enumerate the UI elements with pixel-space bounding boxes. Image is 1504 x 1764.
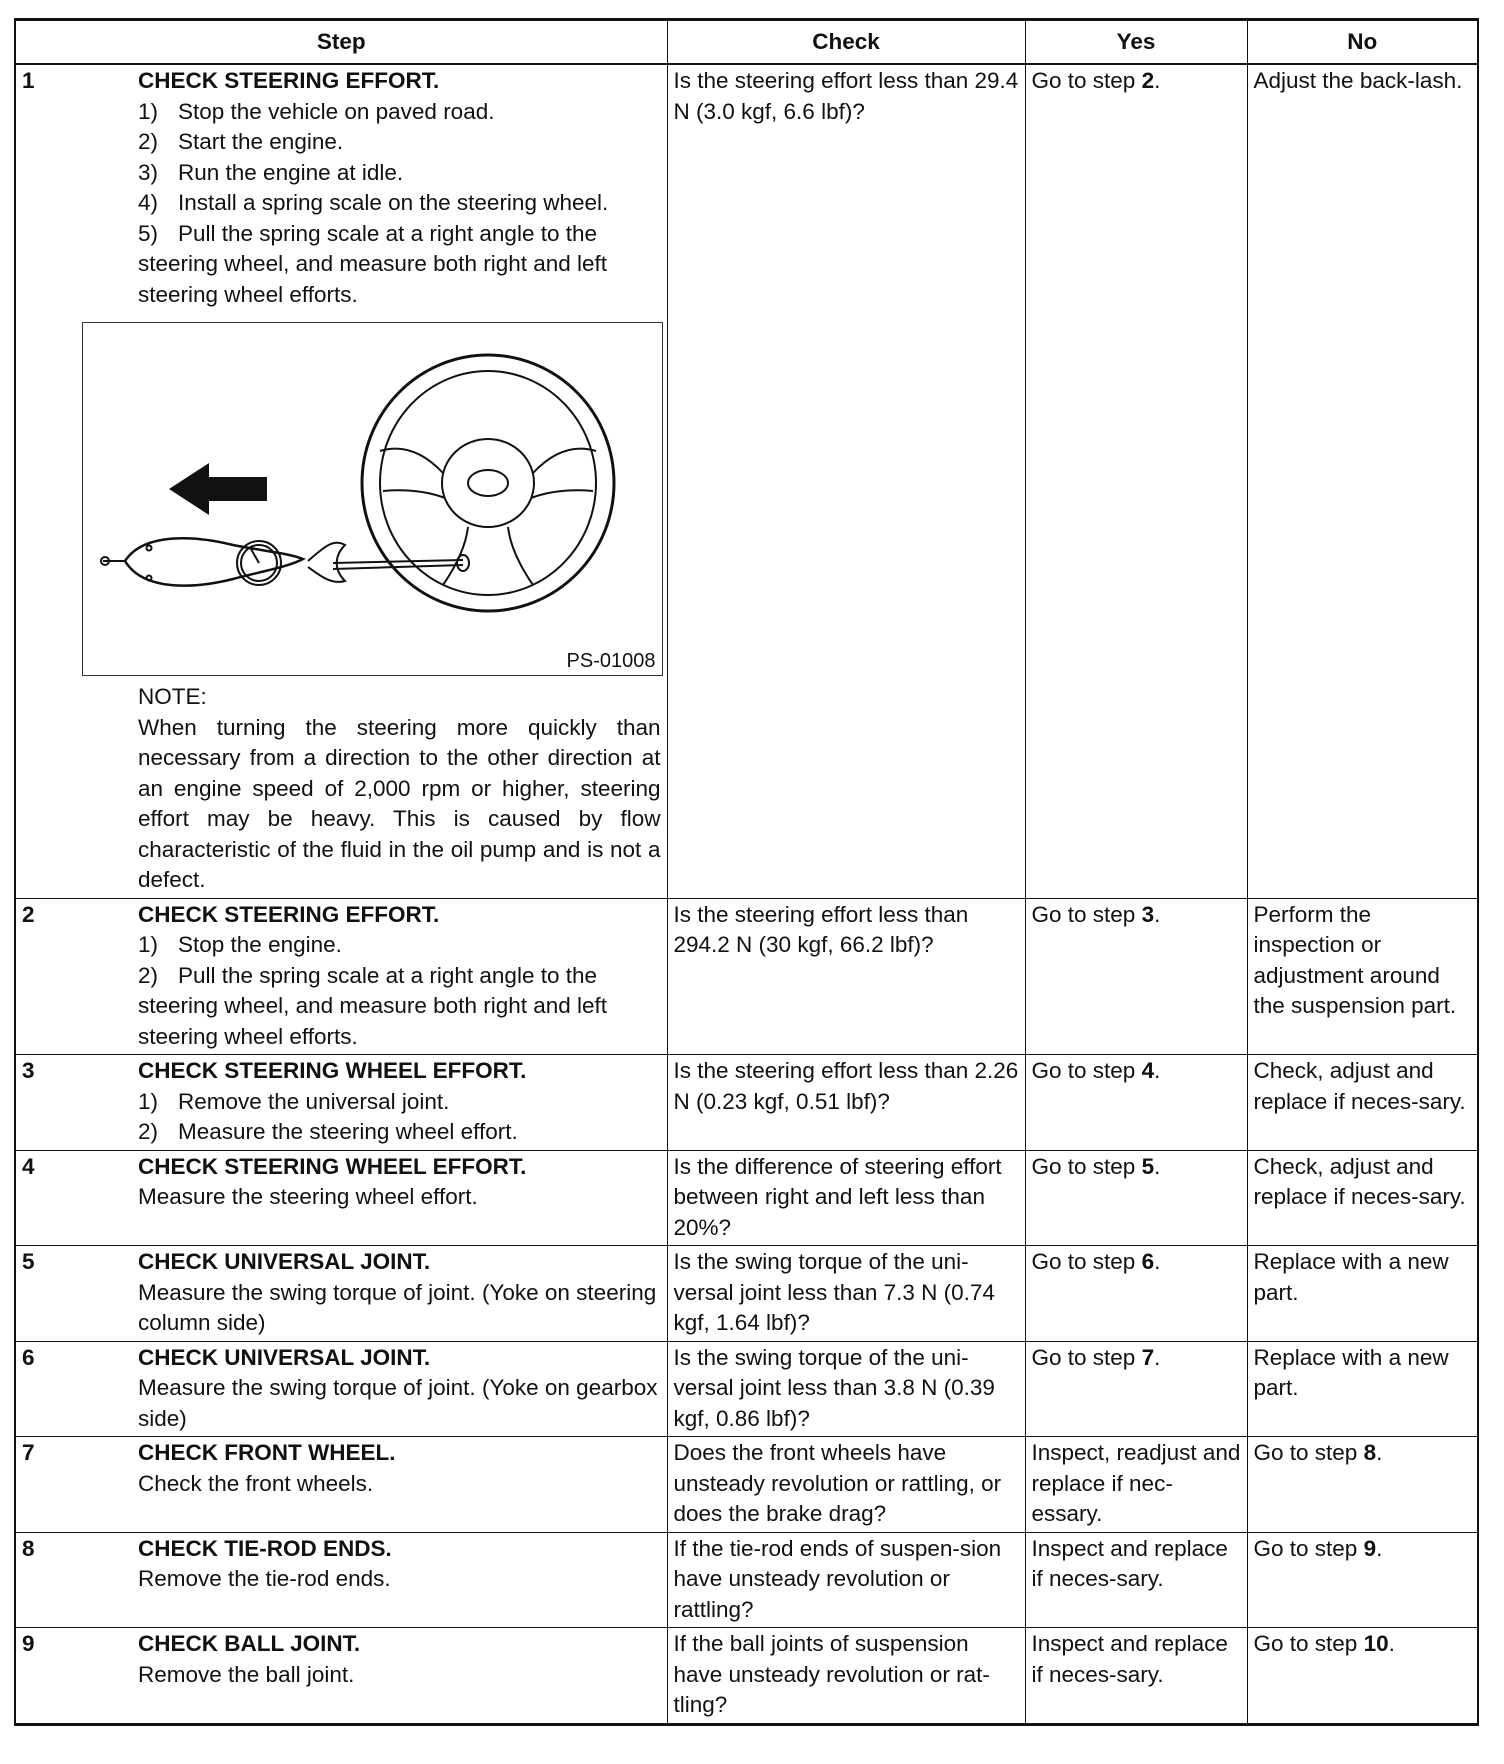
no-cell: Check, adjust and replace if neces-sary. (1247, 1150, 1478, 1246)
instruction-item: 2) Start the engine. (138, 129, 344, 154)
step-cell (15, 1246, 667, 1342)
check-cell: If the tie-rod ends of suspen-sion have unsteady revolution or rattling? (667, 1532, 1025, 1628)
instruction-item: 5) Pull the spring scale at a right angle to the steering wheel, and measure both right and left steering wheel efforts. (138, 220, 608, 307)
step-title: CHECK UNIVERSAL JOINT. (138, 1344, 431, 1370)
step-title: CHECK STEERING EFFORT. (138, 901, 440, 927)
no-cell: Adjust the back-lash. (1247, 64, 1478, 898)
step-number: 3 (22, 1058, 35, 1083)
step-cell (15, 1341, 667, 1437)
step-title: CHECK UNIVERSAL JOINT. (138, 1249, 431, 1274)
steering-wheel-figure (82, 322, 663, 676)
header-check: Check (667, 20, 1025, 65)
note-label: NOTE: (138, 684, 207, 709)
yes-cell: Go to step 2. (1025, 64, 1247, 898)
step-title: CHECK STEERING EFFORT. (138, 68, 440, 93)
step-number: 7 (22, 1440, 35, 1465)
check-cell: If the ball joints of suspension have unsteady revolution or rat-tling? (667, 1628, 1025, 1725)
table-row (15, 1246, 1478, 1342)
check-cell: Is the swing torque of the uni-versal joint less than 7.3 N (0.74 kgf, 1.64 lbf)? (667, 1246, 1025, 1342)
no-cell: Replace with a new part. (1247, 1341, 1478, 1437)
step-number: 2 (22, 901, 35, 927)
table-row (15, 1437, 1478, 1533)
yes-cell: Go to step 6. (1025, 1246, 1247, 1342)
step-cell (15, 1055, 667, 1151)
yes-cell: Inspect and replace if neces-sary. (1025, 1532, 1247, 1628)
diagnostic-table (14, 18, 1479, 1726)
no-cell: Replace with a new part. (1247, 1246, 1478, 1342)
table-row (15, 1628, 1478, 1725)
no-cell: Go to step 8. (1247, 1437, 1478, 1533)
no-cell: Go to step 10. (1247, 1628, 1478, 1725)
header-step: Step (15, 20, 667, 65)
no-cell: Go to step 9. (1247, 1532, 1478, 1628)
table-header-row (15, 20, 1478, 65)
step-description: Measure the steering wheel effort. (138, 1184, 478, 1209)
table-row (15, 1341, 1478, 1437)
check-cell: Is the steering effort less than 2.26 N (0.23 kgf, 0.51 lbf)? (667, 1055, 1025, 1151)
instruction-item: 1) Stop the engine. (138, 932, 342, 957)
step-title: CHECK TIE-ROD ENDS. (138, 1535, 392, 1561)
check-cell: Is the steering effort less than 294.2 N (30 kgf, 66.2 lbf)? (667, 898, 1025, 1055)
yes-cell: Go to step 5. (1025, 1150, 1247, 1246)
table-row (15, 1150, 1478, 1246)
no-cell: Perform the inspection or adjustment around the suspension part. (1247, 898, 1478, 1055)
step-cell (15, 64, 667, 898)
instruction-item: 1) Remove the universal joint. (138, 1088, 450, 1114)
step-description: Check the front wheels. (138, 1470, 374, 1496)
step-description: Remove the tie-rod ends. (138, 1566, 391, 1591)
instruction-item: 1) Stop the vehicle on paved road. (138, 98, 495, 124)
pull-direction-arrow-icon (169, 463, 267, 515)
step-instructions (138, 1087, 661, 1148)
check-cell: Does the front wheels have unsteady revolution or rattling, or does the brake drag? (667, 1437, 1025, 1533)
step-cell (15, 898, 667, 1055)
figure-caption: PS-01008 (566, 650, 656, 672)
step-number: 1 (22, 68, 35, 93)
yes-cell: Go to step 3. (1025, 898, 1247, 1055)
yes-cell: Inspect and replace if neces-sary. (1025, 1628, 1247, 1725)
step-title: CHECK STEERING WHEEL EFFORT. (138, 1153, 527, 1179)
no-cell: Check, adjust and replace if neces-sary. (1247, 1055, 1478, 1151)
check-cell: Is the swing torque of the uni-versal joint less than 3.8 N (0.39 kgf, 0.86 lbf)? (667, 1341, 1025, 1437)
step-number: 5 (22, 1249, 35, 1274)
header-no: No (1247, 20, 1478, 65)
step-number: 4 (22, 1153, 35, 1179)
step-title: CHECK FRONT WHEEL. (138, 1440, 396, 1465)
instruction-item: 4) Install a spring scale on the steering wheel. (138, 190, 609, 215)
instruction-item: 2) Measure the steering wheel effort. (138, 1119, 518, 1144)
instruction-item: 2) Pull the spring scale at a right angle to the steering wheel, and measure both right and left steering wheel efforts. (138, 962, 608, 1049)
table-row (15, 1055, 1478, 1151)
step-description: Measure the swing torque of joint. (Yoke on steering column side) (138, 1279, 657, 1335)
step-title: CHECK BALL JOINT. (138, 1631, 361, 1656)
step-number: 6 (22, 1344, 35, 1370)
table-row (15, 898, 1478, 1055)
yes-cell: Go to step 4. (1025, 1055, 1247, 1151)
step-cell (15, 1150, 667, 1246)
step-description: Measure the swing torque of joint. (Yoke on gearbox side) (138, 1375, 658, 1431)
yes-cell: Go to step 7. (1025, 1341, 1247, 1437)
step-description: Remove the ball joint. (138, 1661, 355, 1687)
header-yes: Yes (1025, 20, 1247, 65)
step-cell (15, 1437, 667, 1533)
table-row (15, 64, 1478, 898)
check-cell: Is the steering effort less than 29.4 N (3.0 kgf, 6.6 lbf)? (667, 64, 1025, 898)
step-number: 8 (22, 1535, 35, 1561)
instruction-item: 3) Run the engine at idle. (138, 159, 404, 185)
spring-scale-steering-wheel-illustration (83, 323, 655, 673)
step-cell (15, 1532, 667, 1628)
step-number: 9 (22, 1631, 35, 1656)
table-row (15, 1532, 1478, 1628)
step-instructions (138, 930, 661, 1052)
step-instructions (138, 97, 661, 311)
step-cell (15, 1628, 667, 1725)
check-cell: Is the difference of steering effort between right and left less than 20%? (667, 1150, 1025, 1246)
note-text: When turning the steering more quickly than necessary from a direction to the other direction at an engine speed of 2,000 rpm or higher, steering effort may be heavy. This is caused by flow characteristic of the fluid in the oil pump and is not a defect. (138, 714, 661, 892)
step-title: CHECK STEERING WHEEL EFFORT. (138, 1058, 527, 1083)
yes-cell: Inspect, readjust and replace if nec-essary. (1025, 1437, 1247, 1533)
